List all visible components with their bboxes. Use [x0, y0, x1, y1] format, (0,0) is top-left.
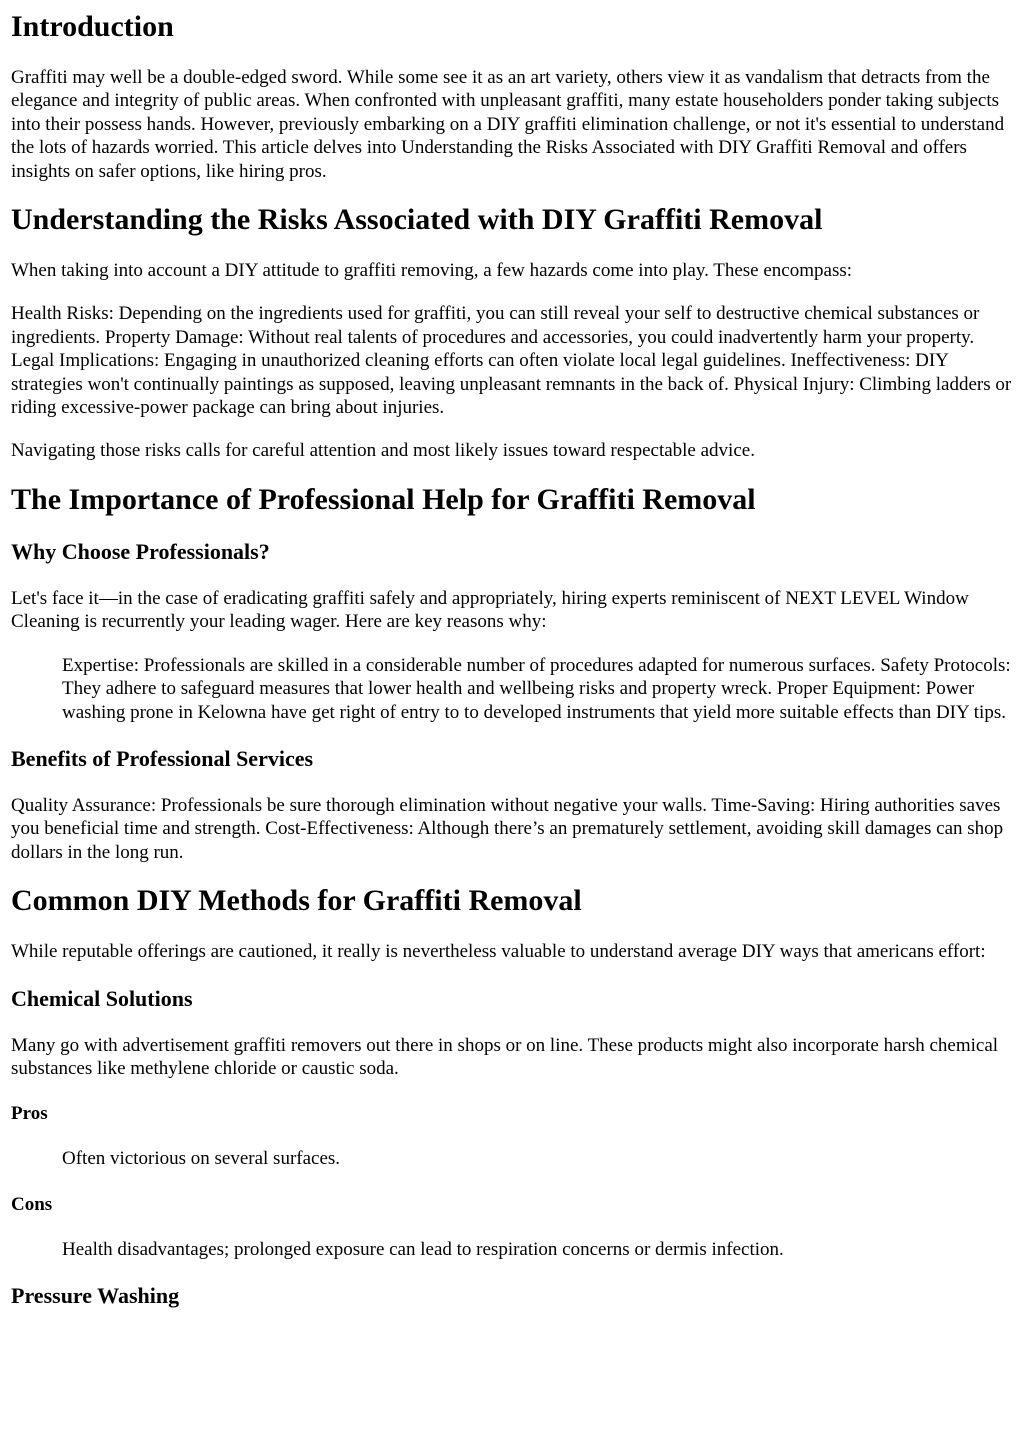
paragraph-benefits: Quality Assurance: Professionals be sure thorough elimination without negative your walls. Time-Saving: Hiring authorities saves you beneficial time and strength. Cost-Effectiveness: Although there’s an prematurely settlement, avoiding skill damages can shop dollars in the long run.: [11, 794, 1004, 863]
text-cons: Health disadvantages; prolonged exposure can lead to respiration concerns or dermis infection.: [62, 1238, 784, 1260]
article: [0, 10, 1024, 1309]
paragraph-risks-list: Health Risks: Depending on the ingredients used for graffiti, you can still reveal your self to destructive chemical substances or ingredients. Property Damage: Without real talents of procedures and accessories, you could inadvertently harm your property. Legal Implications: Engaging in unauthorized cleaning efforts can often violate local legal guidelines. Ineffectiveness: DIY strategies won't continually paintings as supposed, leaving unpleasant remnants in the back of. Physical Injury: Climbing ladders or riding excessive-power package can bring about injuries.: [11, 303, 1012, 419]
paragraph-risks-intro: When taking into account a DIY attitude to graffiti removing, a few hazards come into play. These encompass:: [11, 260, 853, 282]
heading-professional-help: The Importance of Professional Help for Graffiti Removal: [11, 482, 756, 516]
heading-chemical-solutions: Chemical Solutions: [11, 985, 193, 1011]
paragraph-chemical-solutions: Many go with advertisement graffiti removers out there in shops or on line. These products might also incorporate harsh chemical substances like methylene chloride or caustic soda.: [11, 1034, 999, 1079]
paragraph-diy-methods: While reputable offerings are cautioned, it really is nevertheless valuable to understand average DIY ways that americans effort:: [11, 941, 986, 963]
heading-cons: Cons: [11, 1193, 53, 1215]
paragraph-risks-outro: Navigating those risks calls for careful attention and most likely issues toward respectable advice.: [11, 440, 755, 462]
heading-why-choose: Why Choose Professionals?: [11, 538, 270, 564]
text-pros: Often victorious on several surfaces.: [62, 1148, 341, 1170]
paragraph-introduction: Graffiti may well be a double-edged sword. While some see it as an art variety, others view it as vandalism that detracts from the elegance and integrity of public areas. When confronted with unpleasant graffiti, many estate householders ponder taking subjects into their possess hands. However, previously embarking on a DIY graffiti elimination challenge, or not it's essential to understand the lots of hazards worried. This article delves into Understanding the Risks Associated with DIY Graffiti Removal and offers insights on safer options, like hiring pros.: [11, 67, 1005, 182]
list-why-choose: Expertise: Professionals are skilled in a considerable number of procedures adapted for numerous surfaces. Safety Protocols: They adhere to safeguard measures that lower health and wellbeing risks and property wreck. Proper Equipment: Power washing prone in Kelowna have get right of entry to to developed instruments that yield more suitable effects than DIY tips.: [62, 654, 1011, 723]
paragraph-why-choose: Let's face it—in the case of eradicating graffiti safely and appropriately, hiring experts reminiscent of NEXT LEVEL Window Cleaning is recurrently your leading wager. Here are key reasons why:: [11, 587, 969, 633]
heading-pros: Pros: [11, 1103, 48, 1125]
heading-introduction: Introduction: [11, 10, 174, 43]
heading-pressure-washing: Pressure Washing: [11, 1283, 180, 1309]
heading-risks: Understanding the Risks Associated with DIY Graffiti Removal: [11, 203, 823, 237]
heading-benefits: Benefits of Professional Services: [11, 745, 314, 771]
heading-diy-methods: Common DIY Methods for Graffiti Removal: [11, 884, 582, 918]
